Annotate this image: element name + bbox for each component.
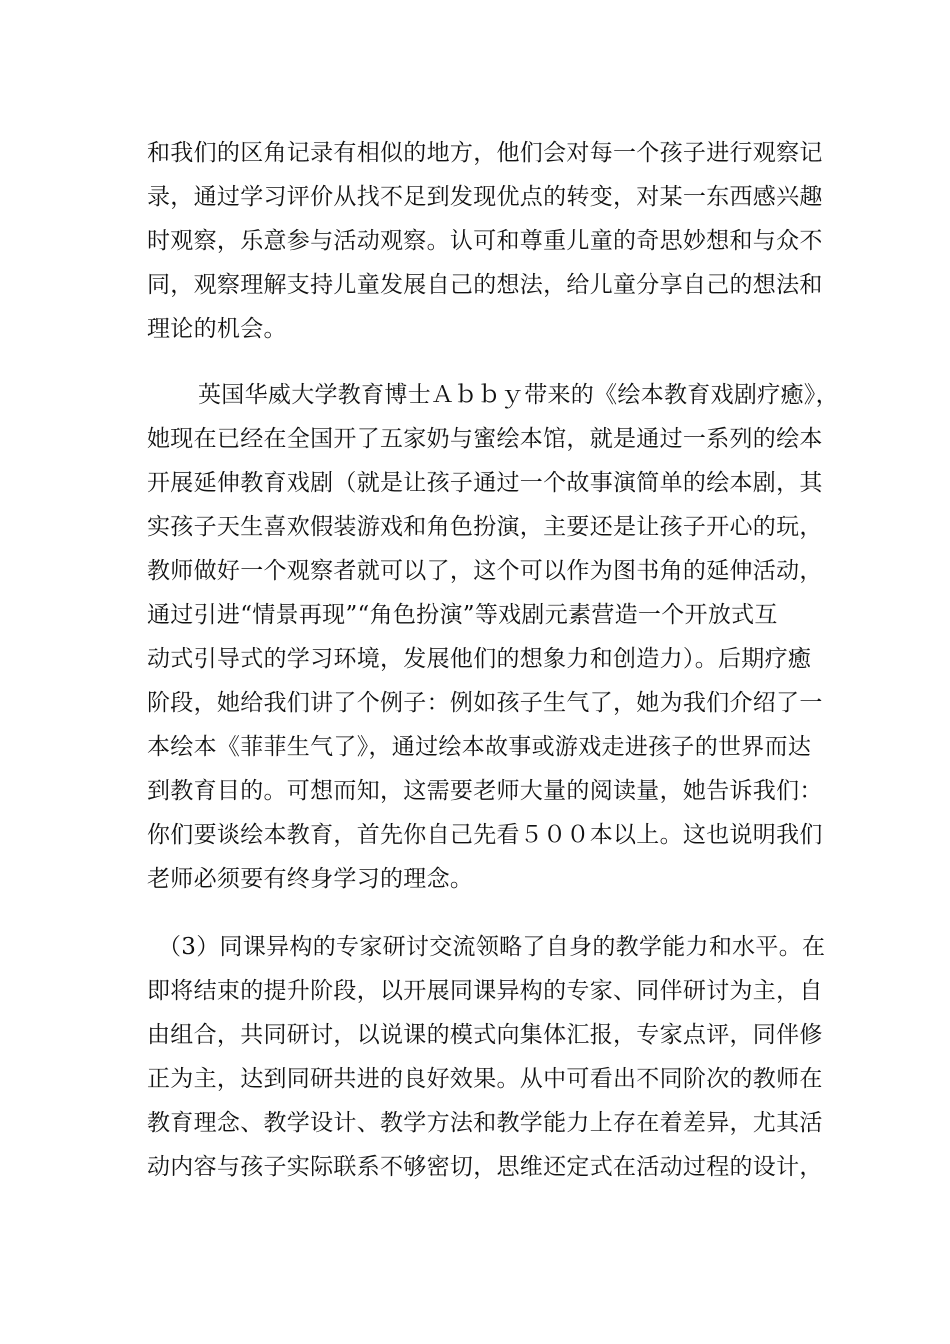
text-line: 录，通过学习评价从找不足到发现优点的转变，对某一东西感兴趣 — [147, 184, 823, 210]
text-line: 由组合，共同研讨，以说课的模式向集体汇报，专家点评，同伴修 — [147, 1022, 823, 1048]
text-line: 通过引进“情景再现”“角色扮演”等戏剧元素营造一个开放式互 — [147, 602, 778, 628]
text-line: 英国华威大学教育博士Ａｂｂｙ带来的《绘本教育戏剧疗癒》， — [198, 382, 839, 408]
text-line: 教育理念、教学设计、教学方法和教学能力上存在着差异，尤其活 — [147, 1110, 823, 1136]
text-line: 和我们的区角记录有相似的地方，他们会对每一个孩子进行观察记 — [147, 140, 823, 166]
text-line: 到教育目的。可想而知，这需要老师大量的阅读量，她告诉我们： — [147, 778, 823, 804]
text-line: 教师做好一个观察者就可以了，这个可以作为图书角的延伸活动， — [147, 558, 823, 584]
text-line: 动内容与孩子实际联系不够密切，思维还定式在活动过程的设计， — [147, 1154, 823, 1180]
text-line: 动式引导式的学习环境，发展他们的想象力和创造力）。后期疗癒 — [147, 646, 812, 672]
text-line: 理论的机会。 — [147, 316, 287, 342]
text-line: 本绘本《菲菲生气了》，通过绘本故事或游戏走进孩子的世界而达 — [147, 734, 812, 760]
text-line: 阶段，她给我们讲了个例子：例如孩子生气了，她为我们介绍了一 — [147, 690, 823, 716]
text-line: （3）同课异构的专家研讨交流领略了自身的教学能力和水平。在 — [158, 934, 826, 960]
text-line: 即将结束的提升阶段，以开展同课异构的专家、同伴研讨为主，自 — [147, 978, 823, 1004]
text-line: 时观察，乐意参与活动观察。认可和尊重儿童的奇思妙想和与众不 — [147, 228, 823, 254]
text-line: 开展延伸教育戏剧（就是让孩子通过一个故事演简单的绘本剧，其 — [147, 470, 823, 496]
text-line: 实孩子天生喜欢假装游戏和角色扮演，主要还是让孩子开心的玩， — [147, 514, 823, 540]
text-line: 你们要谈绘本教育，首先你自己先看５００本以上。这也说明我们 — [147, 822, 823, 848]
text-line: 老师必须要有终身学习的理念。 — [147, 866, 474, 892]
text-line: 同，观察理解支持儿童发展自己的想法，给儿童分享自己的想法和 — [147, 272, 823, 298]
text-line: 正为主，达到同研共进的良好效果。从中可看出不同阶次的教师在 — [147, 1066, 823, 1092]
text-line: 她现在已经在全国开了五家奶与蜜绘本馆，就是通过一系列的绘本 — [147, 426, 823, 452]
